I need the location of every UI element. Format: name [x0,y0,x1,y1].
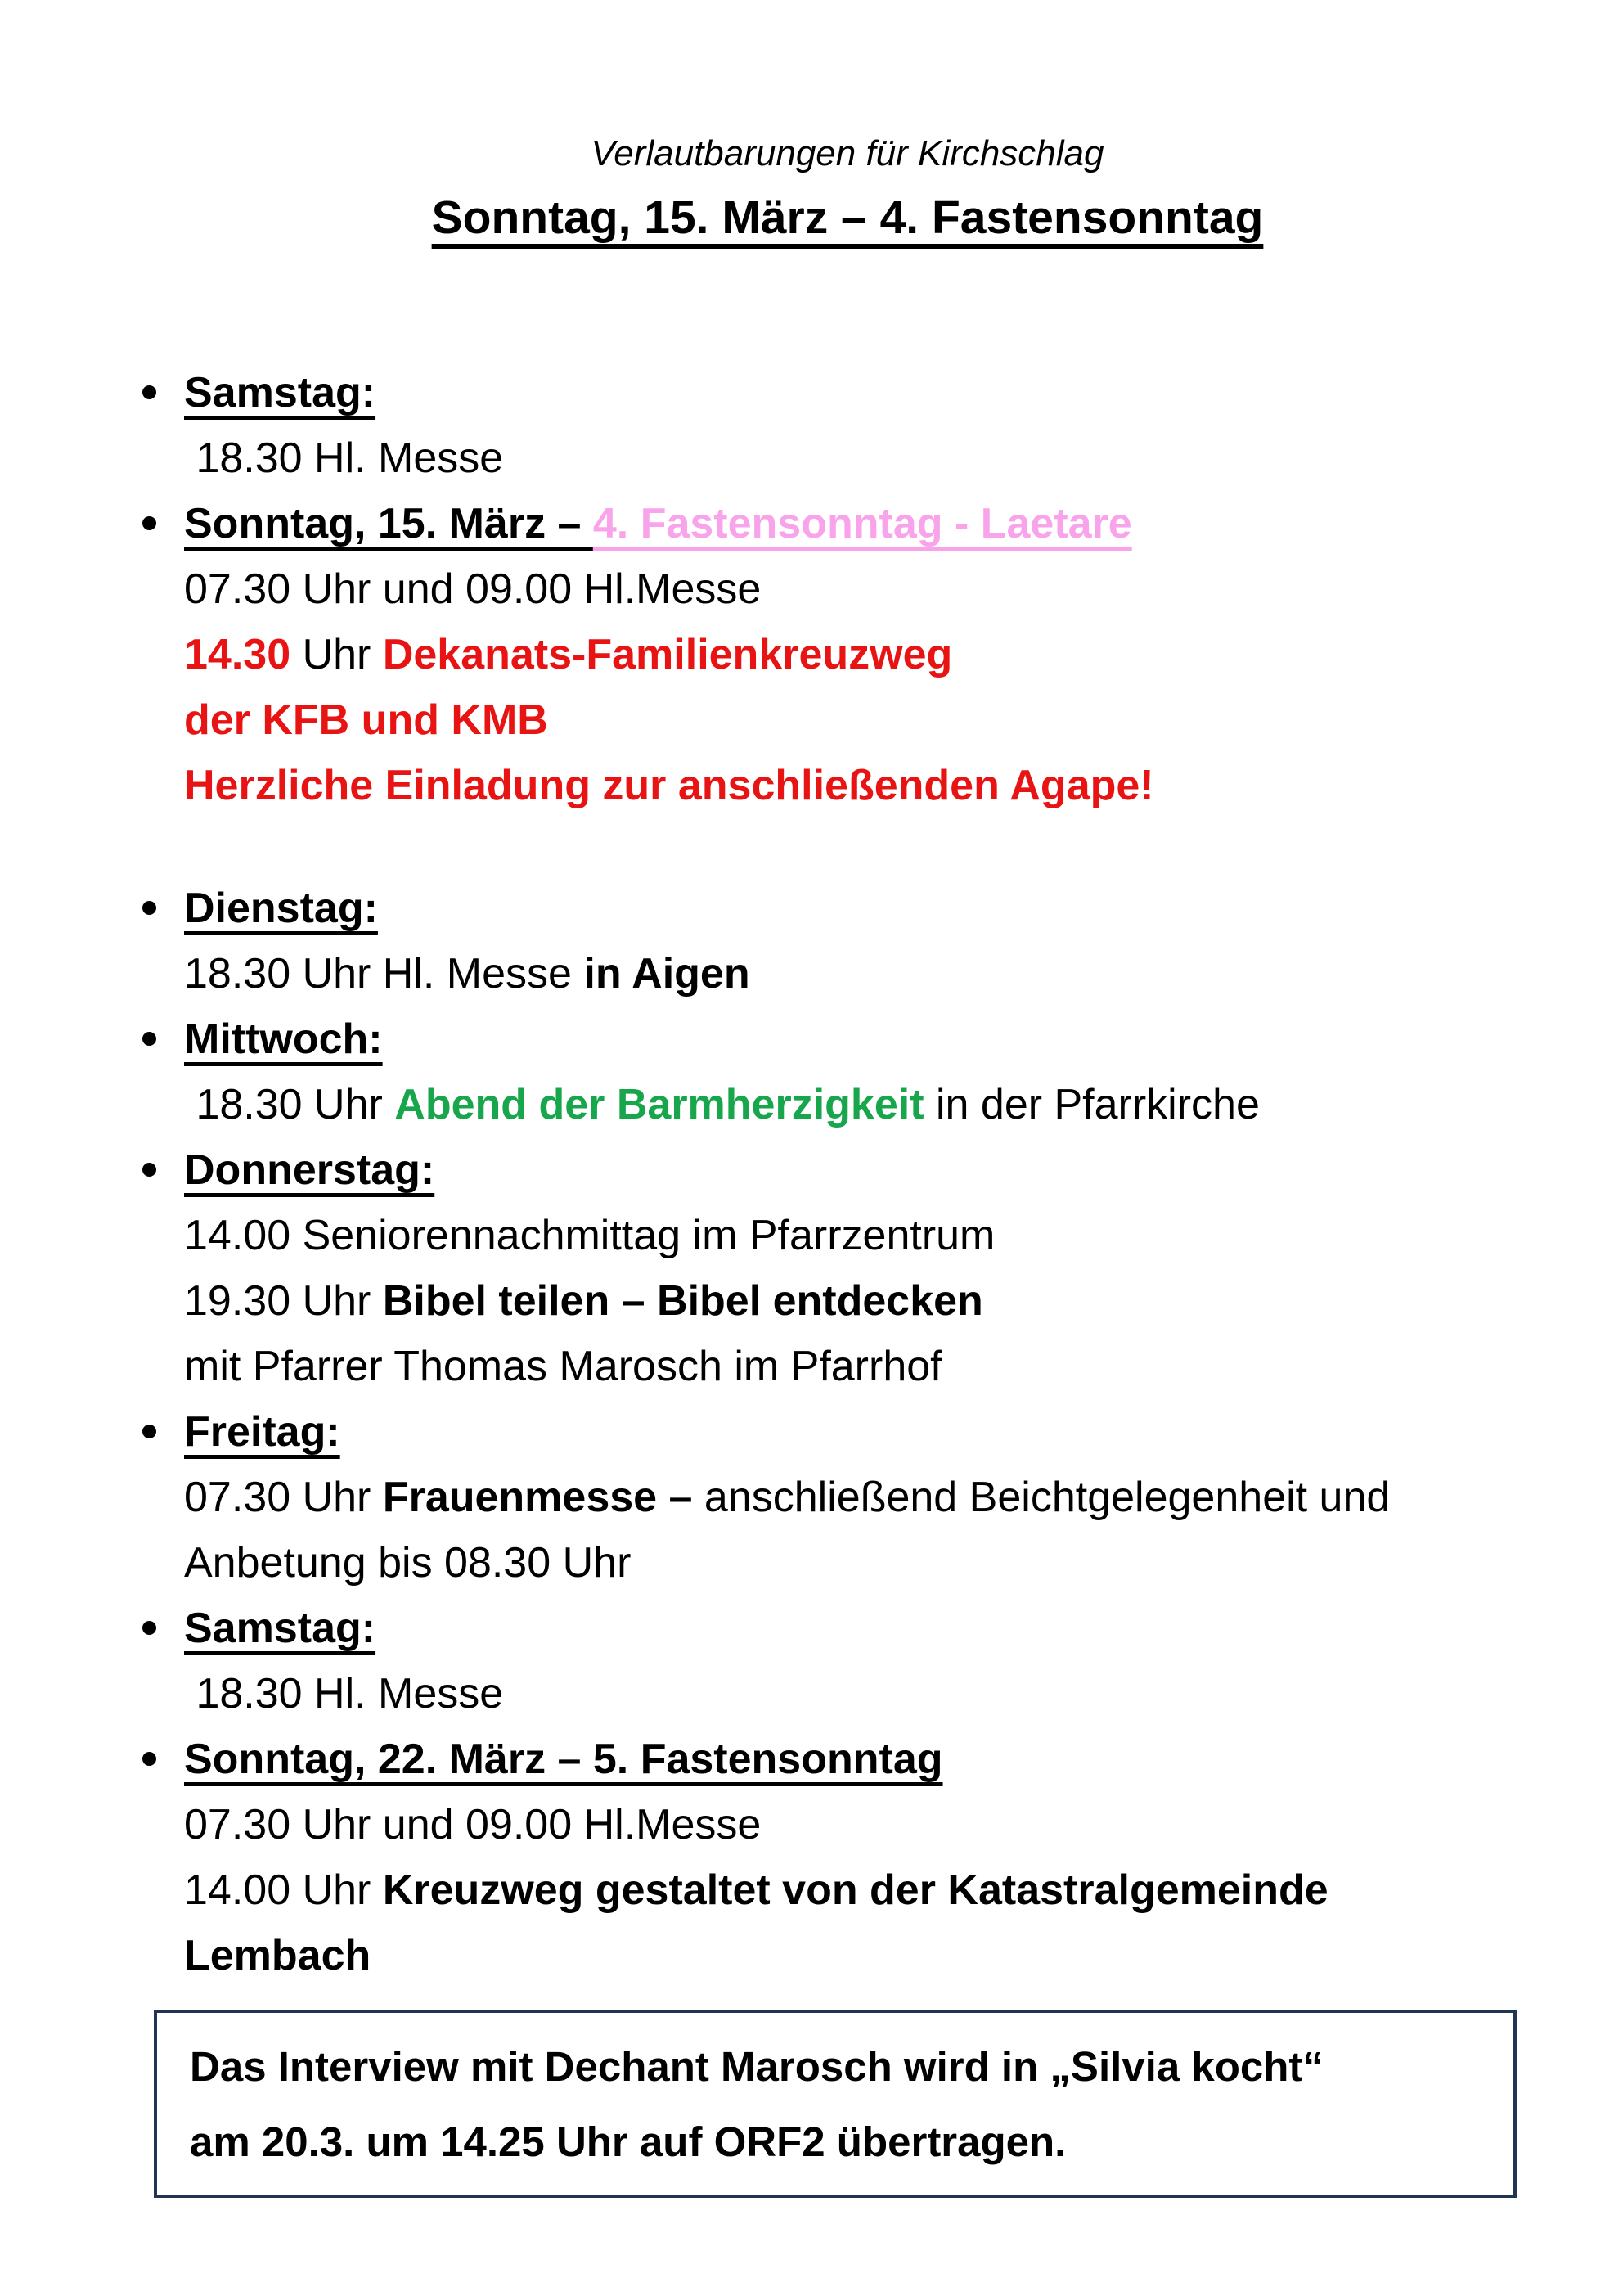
text-segment: Frauenmesse – [382,1474,693,1521]
bullet-list [137,360,1558,1988]
text-segment: Dekanats-Familienkreuzweg [382,631,953,678]
bullet-icon [137,876,184,915]
list-item [137,1006,1558,1072]
list-item [137,1399,1558,1465]
list-item [137,1268,1558,1334]
list-item [137,1530,1558,1596]
list-item [137,491,1558,556]
text-segment: Abend der Barmherzigkeit [394,1081,924,1128]
text-segment: Dienstag: [184,885,378,932]
text-segment: Sonntag, 22. März – 5. Fastensonntag [184,1736,943,1783]
event-line [184,622,1558,687]
list-item [137,1465,1558,1530]
event-line [184,556,1558,622]
bullet-icon [137,1596,184,1635]
item-sonntag-22 [137,1727,1558,1988]
text-segment: 18.30 Hl. Messe [184,434,504,482]
text-segment: Herzliche Einladung zur anschließenden Agape! [184,762,1154,809]
day-heading [184,1727,1558,1792]
list-item [137,687,1558,753]
page-subtitle: Verlautbarungen für Kirchschlag [591,133,1104,173]
bullet-dot [142,1425,156,1438]
text-segment: Bibel teilen – Bibel entdecken [382,1277,983,1325]
event-line [184,1203,1558,1268]
text-segment: in Aigen [583,950,750,997]
event-line [184,425,1558,491]
event-line [184,1334,1558,1399]
event-line [184,941,1558,1006]
day-heading [184,1006,1558,1072]
list-item [137,1792,1558,1857]
text-segment: 07.30 Uhr und 09.00 Hl.Messe [184,565,762,613]
event-line [184,753,1558,818]
bullet-icon [137,491,184,530]
item-mittwoch [137,1006,1558,1137]
bullet-dot [142,516,156,530]
text-segment: Freitag: [184,1408,340,1456]
day-heading [184,491,1558,556]
event-line [184,1857,1558,1923]
day-heading [184,1596,1558,1661]
item-donnerstag [137,1137,1558,1399]
event-line [184,1465,1558,1530]
list-item [137,1857,1558,1923]
event-line [184,1923,1558,1988]
item-samstag-2 [137,1596,1558,1727]
text-segment: 07.30 Uhr [184,1474,383,1521]
list-item [137,1596,1558,1661]
text-segment: der KFB und KMB [184,696,548,744]
text-segment: Samstag: [184,369,376,416]
text-segment: Uhr [290,631,383,678]
event-line [184,1072,1558,1137]
text-segment: 14.00 Seniorennachmittag im Pfarrzentrum [184,1212,996,1259]
text-segment: 14.00 Uhr [184,1866,383,1914]
bullet-dot [142,1032,156,1046]
event-line [184,687,1558,753]
day-heading [184,1137,1558,1203]
notice-box [154,2010,1517,2198]
text-segment: Samstag: [184,1605,376,1652]
list-item [137,876,1558,941]
bullet-icon [137,1727,184,1766]
bullet-dot [142,1163,156,1177]
list-item [137,753,1558,818]
day-heading [184,876,1558,941]
list-item [137,1137,1558,1203]
list-item [137,622,1558,687]
list-item [137,1072,1558,1137]
text-segment: Anbetung bis 08.30 Uhr [184,1539,632,1587]
list-item [137,556,1558,622]
item-samstag-1 [137,360,1558,491]
text-segment: mit Pfarrer Thomas Marosch im Pfarrhof [184,1343,942,1390]
text-segment: Mittwoch: [184,1015,383,1063]
bullet-dot [142,385,156,399]
text-segment: anschließend Beichtgelegenheit und [692,1474,1391,1521]
bullet-icon [137,1137,184,1177]
list-item [137,1727,1558,1792]
list-item [137,425,1558,491]
day-heading [184,360,1558,425]
list-item [137,1923,1558,1988]
text-segment: Kreuzweg gestaltet von der Katastralgemeinde [382,1866,1329,1914]
item-dienstag [137,876,1558,1006]
item-freitag [137,1399,1558,1596]
notice-line-1: Das Interview mit Dechant Marosch wird in „Silvia kocht“ [190,2043,1324,2090]
text-segment: in der Pfarrkirche [924,1081,1260,1128]
section-gap [137,818,1558,876]
bullet-icon [137,1399,184,1438]
notice-line-2: am 20.3. um 14.25 Uhr auf ORF2 übertragen. [190,2118,1067,2165]
bullet-icon [137,1006,184,1046]
page-title-text: Sonntag, 15. März – 4. Fastensonntag [431,191,1264,244]
event-line [184,1530,1558,1596]
text-segment: Sonntag, 15. März – [184,500,593,547]
text-segment: 18.30 Uhr Hl. Messe [184,950,584,997]
list-item [137,1661,1558,1727]
event-line [184,1268,1558,1334]
list-item [137,1334,1558,1399]
text-segment: Lembach [184,1932,371,1979]
bullet-dot [142,901,156,915]
list-item [137,360,1558,425]
list-item [137,941,1558,1006]
day-heading [184,1399,1558,1465]
text-segment: 19.30 Uhr [184,1277,383,1325]
event-line [184,1792,1558,1857]
bullet-icon [137,360,184,399]
text-segment: 14.30 [184,631,291,678]
item-sonntag-15 [137,491,1558,818]
text-segment: 18.30 Uhr [184,1081,395,1128]
text-segment: Donnerstag: [184,1146,435,1194]
text-segment: 07.30 Uhr und 09.00 Hl.Messe [184,1801,762,1848]
text-segment-laetare: 4. Fastensonntag - Laetare [592,500,1132,547]
bullet-dot [142,1621,156,1635]
text-segment: 18.30 Hl. Messe [184,1670,504,1717]
page-title [137,188,1558,247]
event-line [184,1661,1558,1727]
list-item [137,1203,1558,1268]
bullet-dot [142,1752,156,1766]
